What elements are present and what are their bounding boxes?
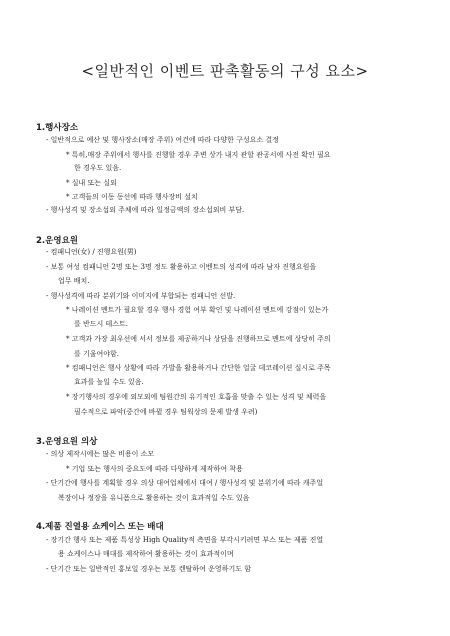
section-line: 업무 배치. xyxy=(58,277,90,285)
section-line: * 실내 또는 실외 xyxy=(66,179,117,187)
section-heading-costume: 3.운영요원 의상 xyxy=(36,437,98,447)
section-line: * 특히,매장 주위에서 행사를 진행할 경우 주변 상가 내지 관할 관공서에 사전 확인 필요 xyxy=(66,151,331,159)
page-title: <일반적인 이벤트 판촉활동의 구성 요소> xyxy=(81,62,369,80)
section-line: - 장기간 행사 또는 제품 특성상 High Quality적 측면을 부각시키려면 부스 또는 제품 진열 xyxy=(46,536,324,544)
section-line: 를 반드시 테스트. xyxy=(74,320,129,328)
section-line: * 장기행사의 경우에 외모외에 팀원간의 유기적인 호흡을 맞출 수 있는 성격 및 체력을 xyxy=(66,393,327,401)
section-line: - 행사성격에 따라 분위기와 이미지에 부합되는 컴패니언 선발. xyxy=(46,292,236,300)
section-line: - 컴패니언(女) / 진행요원(男) xyxy=(46,248,137,256)
section-line: - 단기간 또는 일반적인 홍보일 경우는 보통 렌탈하여 운영하기도 함 xyxy=(46,565,251,573)
section-line: 복장이나 정장을 유니폼으로 활용하는 것이 효과적일 수도 있음 xyxy=(58,494,250,502)
section-line: * 컴패니언은 행사 상황에 따라 가발을 활용하거나 간단한 얼굴 데코레이션 실시로 주목 xyxy=(66,364,331,372)
section-line: - 일반적으로 예산 및 행사장소(매장 주위) 여건에 따라 다양한 구성요소 결정 xyxy=(46,136,279,144)
section-line: 용 쇼케이스나 매대를 제작하여 활용하는 것이 효과적이며 xyxy=(58,550,234,558)
section-line: * 나레이션 멘트가 필요할 경우 행사 경험 여부 확인 및 나레이션 멘트에 강점이 있는가 xyxy=(66,306,329,314)
section-line: - 보통 여성 컴패니언 2명 또는 3명 정도 활용하고 이벤트의 성격에 따라 남자 진행요원을 xyxy=(46,263,317,271)
section-line: - 단기간에 행사를 계획할 경우 의상 대여업체에서 대여 / 행사성격 및 분위기에 따라 캐주얼 xyxy=(46,479,324,487)
section-line: - 의상 제작시에는 많은 비용이 소모 xyxy=(46,450,155,458)
section-line: - 행사성격 및 장소섭외 주체에 따라 일정금액의 장소섭외비 부담. xyxy=(46,206,245,214)
section-line: 한 경우도 있음. xyxy=(74,164,122,172)
section-line: * 고객들의 이동 동선에 따라 행사장비 설치 xyxy=(66,193,198,201)
section-line: 를 기울여야함. xyxy=(74,350,120,358)
section-line: 효과를 높일 수도 있음. xyxy=(74,378,144,386)
section-line: 필수적으로 파악(중간에 바뀔 경우 팀웍상의 문제 발생 우려) xyxy=(74,408,258,416)
section-line: * 기업 또는 행사의 중요도에 따라 다양하게 제작하여 착용 xyxy=(66,465,243,473)
section-heading-venue: 1.행사장소 xyxy=(36,123,78,133)
section-heading-showcase: 4.제품 진열용 쇼케이스 또는 배대 xyxy=(36,522,164,532)
section-heading-staff: 2.운영요원 xyxy=(36,236,78,246)
section-line: * 고객과 가장 최우선에 서서 정보를 제공하거나 상담을 진행하므로 멘트에 상당히 주의 xyxy=(66,335,331,343)
